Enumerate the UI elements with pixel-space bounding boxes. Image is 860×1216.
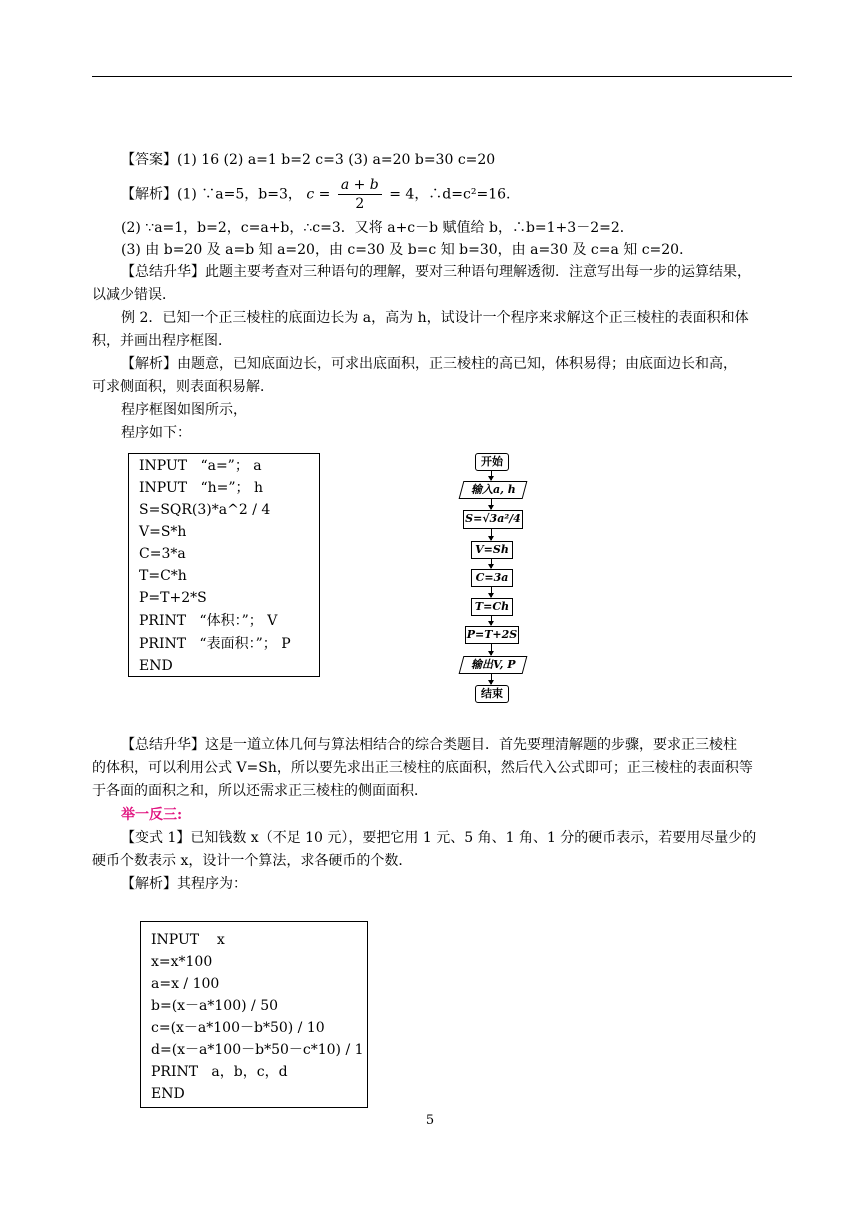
formula-numerator: a + b — [338, 176, 382, 195]
analysis2-text1: 由题意，已知底面边长，可求出底面积，正三棱柱的高已知，体积易得；由底面边长和高， — [177, 356, 737, 372]
example2-line2: 积，并画出程序框图． — [92, 333, 232, 349]
flow-intro: 程序框图如图所示， — [121, 402, 247, 418]
flow-input-label: 输入a, h — [470, 483, 516, 496]
program2-line: b=(x－a*100) / 50 — [151, 998, 279, 1014]
formula-rhs: = 4 — [389, 186, 415, 203]
flow-volume: V=Sh — [471, 541, 513, 559]
analysis1-line — [121, 176, 510, 213]
variant1-text1: 已知钱数 x（不足 10 元），要把它用 1 元、5 角、1 角、1 分的硬币表示，若要用尽量少的 — [190, 830, 757, 846]
flow-arrow — [491, 528, 492, 540]
program2-line: c=(x－a*100－b*50) / 10 — [151, 1020, 325, 1036]
example2-line1: 例 2．已知一个正三棱柱的底面边长为 a，高为 h，试设计一个程序来求解这个正三棱柱的表面积和体 — [121, 310, 749, 326]
header-rule — [92, 76, 792, 77]
analysis1-part2: (2) ∵a=1，b=2，c=a+b，∴c=3．又将 a+c－b 赋值给 b，∴b=1+3－2=2． — [121, 220, 634, 236]
page-number: 5 — [425, 1113, 435, 1128]
formula-fraction — [338, 176, 382, 213]
analysis3-line — [121, 874, 247, 894]
variant1-tag: 【变式 1】 — [121, 830, 191, 846]
flow-lateral: T=Ch — [471, 598, 513, 616]
summary1-line2: 以减少错误． — [92, 287, 176, 303]
variant1-line2: 硬币个数表示 x，设计一个算法，求各硬币的个数． — [92, 853, 413, 869]
answer-text: (1) 16 (2) a=1 b=2 c=3 (3) a=20 b=30 c=20 — [177, 152, 496, 168]
program2-line: END — [151, 1086, 185, 1102]
flow-perimeter: C=3a — [471, 569, 513, 587]
program1-line: S=SQR(3)*a^2 / 4 — [139, 502, 271, 518]
program1-line: P=T+2*S — [139, 590, 207, 606]
flow-arrow — [491, 643, 492, 655]
flow-end: 结束 — [475, 685, 509, 703]
flow-arrow — [491, 615, 492, 625]
program1-line: C=3*a — [139, 546, 186, 562]
analysis2-line2: 可求侧面积，则表面积易解． — [92, 379, 274, 395]
variant1-line1 — [121, 828, 756, 848]
analysis1-part3: (3) 由 b=20 及 a=b 知 a=20，由 c=30 及 b=c 知 b=30，由 a=30 及 c=a 知 c=20． — [121, 242, 694, 258]
flow-output — [459, 656, 528, 674]
answer-line — [121, 150, 495, 170]
flow-output-label: 输出V, P — [470, 658, 516, 671]
flow-start: 开始 — [475, 453, 509, 471]
analysis3-text: 其程序为： — [177, 876, 247, 892]
flow-area: S=√3a²/4 — [463, 510, 523, 529]
program1-line: END — [139, 658, 173, 674]
summary1-text1: 此题主要考查对三种语句的理解，要对三种语句理解透彻．注意写出每一步的运算结果， — [205, 264, 751, 280]
analysis2-line1 — [121, 354, 737, 374]
flow-arrow — [491, 586, 492, 597]
analysis1-prefix: (1) ∵a=5，b=3， — [177, 186, 302, 203]
flow-input — [459, 481, 528, 499]
summary2-tag: 【总结升华】 — [121, 737, 205, 753]
flow-arrow — [491, 673, 492, 684]
program1-line: PRINT “表面积：”； P — [139, 636, 291, 652]
analysis2-tag: 【解析】 — [121, 356, 177, 372]
summary2-text1: 这是一道立体几何与算法相结合的综合类题目．首先要理清解题的步骤，要求正三棱柱 — [205, 737, 737, 753]
analysis1-suffix: ，∴d=c²=16. — [414, 186, 511, 203]
summary1-line1 — [121, 262, 751, 282]
program1-line: V=S*h — [139, 524, 187, 540]
program2-line: PRINT a，b，c，d — [151, 1064, 288, 1080]
variants-heading: 举一反三: — [121, 807, 183, 823]
summary2-line2: 的体积，可以利用公式 V=Sh，所以要先求出正三棱柱的底面积，然后代入公式即可；正三棱柱的表面积等 — [92, 760, 753, 776]
summary1-tag: 【总结升华】 — [121, 264, 205, 280]
program2-line: INPUT x — [151, 932, 225, 948]
analysis3-tag: 【解析】 — [121, 876, 177, 892]
program1-line: INPUT “h=”； h — [139, 480, 263, 496]
answer-tag: 【答案】 — [121, 152, 177, 168]
flow-surface: P=T+2S — [465, 626, 519, 644]
summary2-line1 — [121, 735, 737, 755]
flow-arrow — [491, 470, 492, 480]
program2-line: d=(x－a*100－b*50－c*10) / 1 — [151, 1042, 364, 1058]
summary2-line3: 于各面的面积之和，所以还需求正三棱柱的侧面面积． — [92, 783, 428, 799]
program2-box — [140, 921, 368, 1108]
analysis1-tag: 【解析】 — [121, 186, 177, 203]
program2-line: a=x / 100 — [151, 976, 220, 992]
program2-line: x=x*100 — [151, 954, 213, 970]
program1-line: INPUT “a=”； a — [139, 458, 262, 474]
program1-line: T=C*h — [139, 568, 187, 584]
program1-box — [128, 453, 320, 677]
formula-lhs: c = — [306, 186, 331, 203]
program-intro: 程序如下： — [121, 425, 191, 441]
program1-line: PRINT “体积：”； V — [139, 613, 278, 629]
formula-denominator: 2 — [355, 196, 365, 212]
flow-arrow — [491, 558, 492, 568]
flow-arrow — [491, 498, 492, 509]
